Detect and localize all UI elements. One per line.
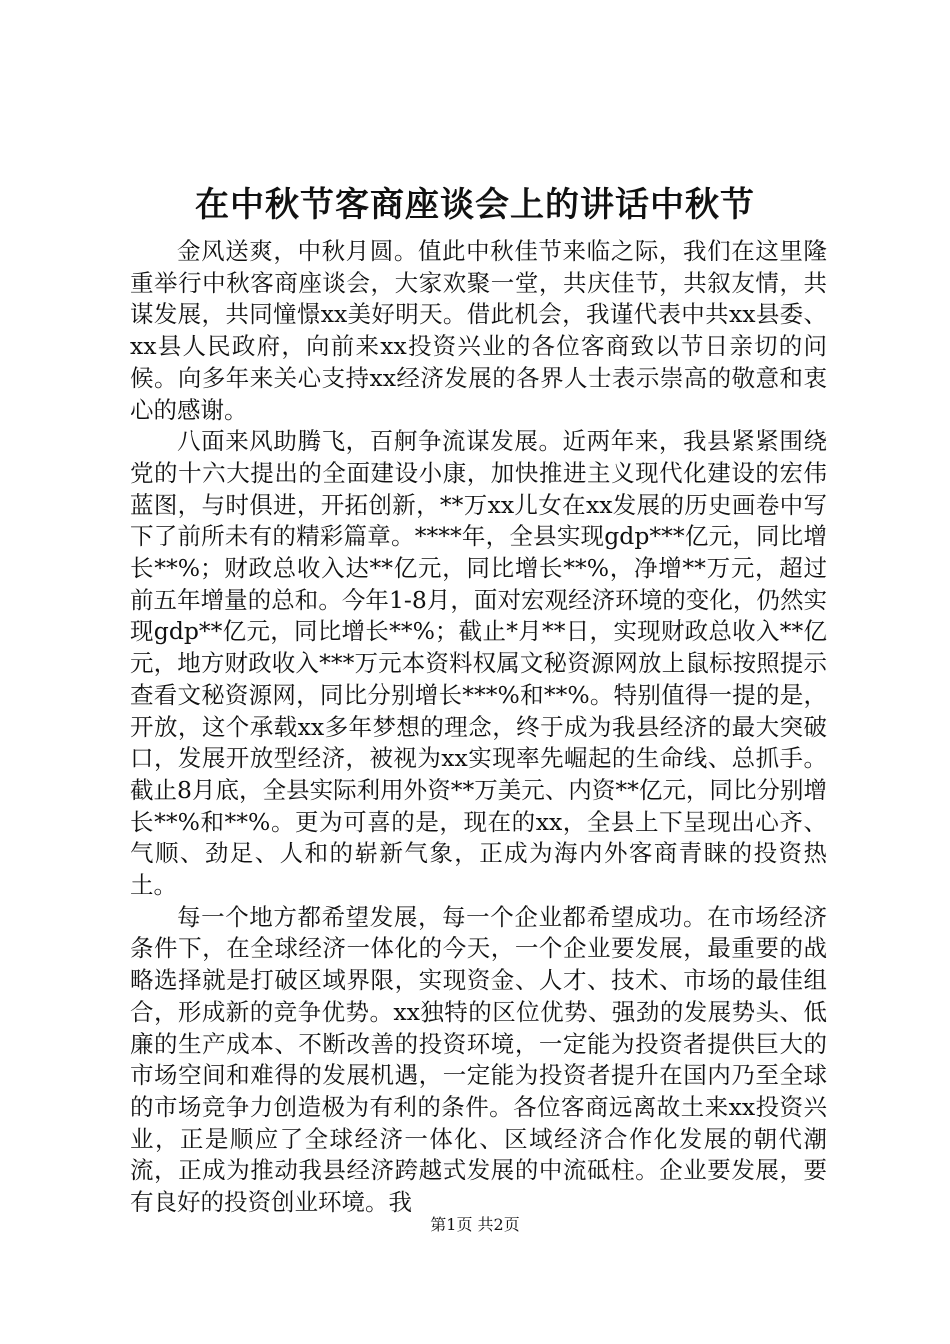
document-body xyxy=(130,236,827,1219)
paragraph-3: 每一个地方都希望发展，每一个企业都希望成功。在市场经济条件下，在全球经济一体化的今天，一个企业要发展，最重要的战略选择就是打破区域界限，实现资金、人才、技术、市场的最佳组合，形成新的竞争优势。xx独特的区位优势、强劲的发展势头、低廉的生产成本、不断改善的投资环境，一定能为投资者提供巨大的市场空间和难得的发展机遇，一定能为投资者提升在国内乃至全球的市场竞争力创造极为有利的条件。各位客商远离故土来xx投资兴业，正是顺应了全球经济一体化、区域经济合作化发展的朝代潮流，正成为推动我县经济跨越式发展的中流砥柱。企业要发展，要有良好的投资创业环境。我 xyxy=(130,902,827,1217)
page-number-footer: 第1页 共2页 xyxy=(430,1215,520,1234)
paragraph-1: 金风送爽，中秋月圆。值此中秋佳节来临之际，我们在这里隆重举行中秋客商座谈会，大家欢聚一堂，共庆佳节，共叙友情，共谋发展，共同憧憬xx美好明天。借此机会，我谨代表中共xx县委、xx县人民政府，向前来xx投资兴业的各位客商致以节日亲切的问候。向多年来关心支持xx经济发展的各界人士表示崇高的敬意和衷心的感谢。 xyxy=(130,237,827,424)
document-title: 在中秋节客商座谈会上的讲话中秋节 xyxy=(195,185,755,225)
paragraph-2: 八面来风助腾飞，百舸争流谋发展。近两年来，我县紧紧围绕党的十六大提出的全面建设小康，加快推进主义现代化建设的宏伟蓝图，与时俱进，开拓创新，**万xx儿女在xx发展的历史画卷中写下了前所未有的精彩篇章。****年，全县实现gdp***亿元，同比增长**%；财政总收入达**亿元，同比增长**%，净增**万元，超过前五年增量的总和。今年1-8月，面对宏观经济环境的变化，仍然实现gdp**亿元，同比增长**%；截止*月**日，实现财政总收入**亿元，地方财政收入***万元本资料权属文秘资源网放上鼠标按照提示查看文秘资源网，同比分别增长***%和**%。特别值得一提的是，开放，这个承载xx多年梦想的理念，终于成为我县经济的最大突破口，发展开放型经济，被视为xx实现率先崛起的生命线、总抓手。截止8月底，全县实际利用外资**万美元、内资**亿元，同比分别增长**%和**%。更为可喜的是，现在的xx，全县上下呈现出心齐、气顺、劲足、人和的崭新气象，正成为海内外客商青睐的投资热土。 xyxy=(130,427,827,900)
